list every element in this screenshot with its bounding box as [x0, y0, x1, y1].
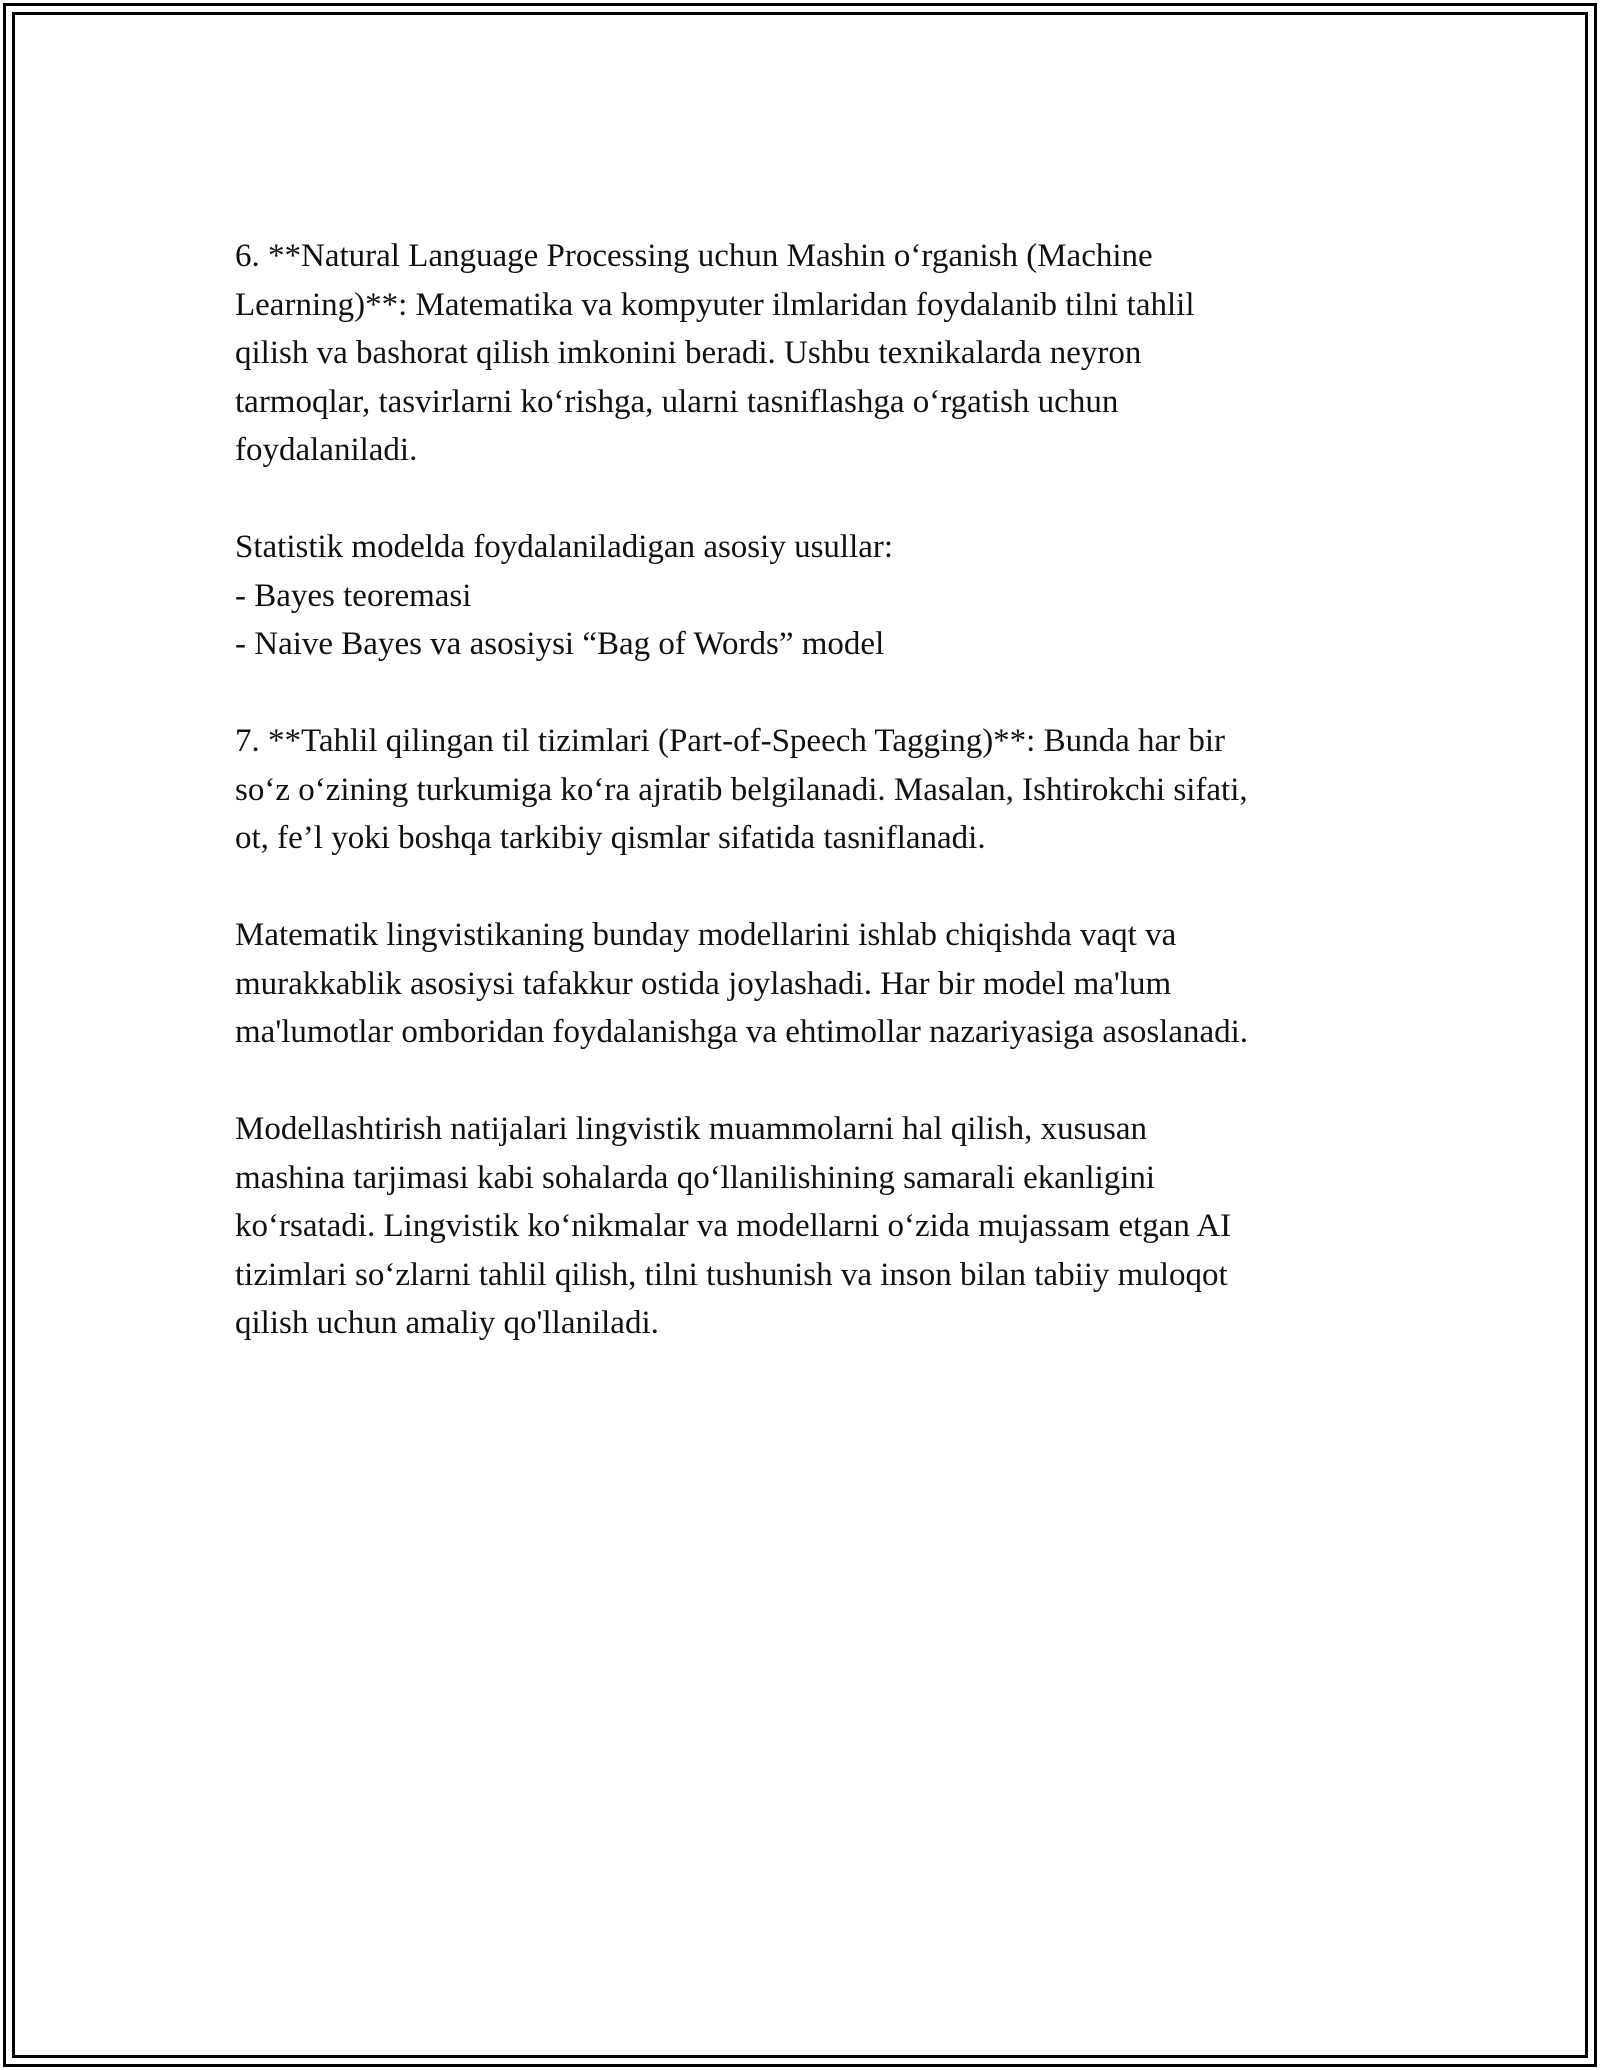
text-line: 6. **Natural Language Processing uchun Mashin o‘rganish (Machine [235, 238, 1153, 274]
paragraph-statistical-methods [235, 523, 1385, 669]
text-line: foydalaniladi. [235, 432, 418, 468]
text-line: tarmoqlar, tasvirlarni ko‘rishga, ularni tasniflashga o‘rgatish uchun [235, 383, 1119, 420]
text-line: Learning)**: Matematika va kompyuter ilmlaridan foydalanib tilni tahlil [235, 286, 1195, 323]
paragraph-pos-tagging [235, 717, 1385, 863]
list-item: - Bayes teoremasi [235, 577, 472, 614]
document-body [235, 232, 1385, 1396]
text-line: qilish uchun amaliy qo'llaniladi. [235, 1305, 659, 1341]
paragraph-machine-learning [235, 232, 1385, 475]
text-line: murakkablik asosiysi tafakkur ostida joylashadi. Har bir model ma'lum [235, 965, 1172, 1002]
text-line: ko‘rsatadi. Lingvistik ko‘nikmalar va modellarni o‘zida mujassam etgan AI [235, 1208, 1232, 1244]
text-line: tizimlari so‘zlarni tahlil qilish, tilni tushunish va inson bilan tabiiy muloqot [235, 1256, 1228, 1293]
paragraph-model-development [235, 911, 1385, 1057]
text-line: Modellashtirish natijalari lingvistik muammolarni hal qilish, xususan [235, 1111, 1147, 1147]
text-line: Statistik modelda foydalaniladigan asosiy usullar: [235, 529, 894, 565]
text-line: mashina tarjimasi kabi sohalarda qo‘llanilishining samarali ekanligini [235, 1159, 1156, 1196]
text-line: so‘z o‘zining turkumiga ko‘ra ajratib belgilanadi. Masalan, Ishtirokchi sifati, [235, 771, 1248, 808]
text-line: 7. **Tahlil qilingan til tizimlari (Part-of-Speech Tagging)**: Bunda har bir [235, 723, 1226, 759]
text-line: Matematik lingvistikaning bunday modellarini ishlab chiqishda vaqt va [235, 917, 1177, 953]
paragraph-modeling-results [235, 1105, 1385, 1348]
text-line: qilish va bashorat qilish imkonini beradi. Ushbu texnikalarda neyron [235, 335, 1142, 371]
list-item: - Naive Bayes va asosiysi “Bag of Words” model [235, 626, 885, 662]
text-line: ma'lumotlar omboridan foydalanishga va ehtimollar nazariyasiga asoslanadi. [235, 1014, 1249, 1050]
text-line: ot, fe’l yoki boshqa tarkibiy qismlar sifatida tasniflanadi. [235, 820, 986, 856]
